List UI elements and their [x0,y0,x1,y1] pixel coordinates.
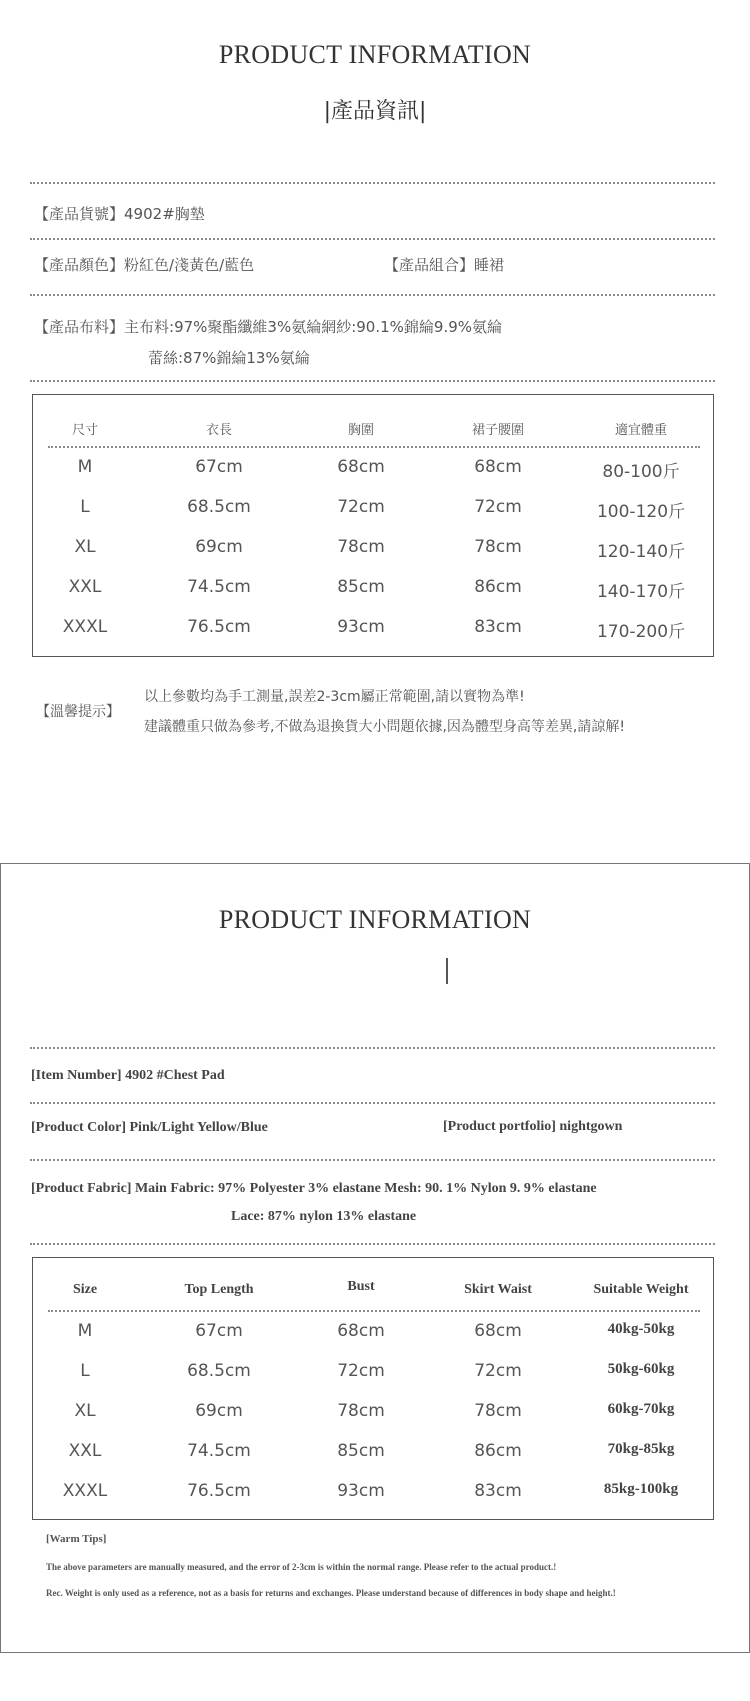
table-cell: 85cm [337,1441,385,1461]
table-header-cell: Bust [347,1279,375,1294]
table-header-cell: Size [72,1282,98,1297]
divider [30,182,715,184]
cn-item-label: 【產品貨號】 [34,205,125,223]
en-tips-label: [Warm Tips] [46,1533,107,1545]
cn-color-label: 【產品顏色】 [34,256,125,274]
table-cell: 80-100斤 [602,462,680,482]
table-cell: 83cm [474,1481,522,1501]
divider [30,238,715,240]
table-header-cell: 衣長 [205,423,232,438]
table-cell: M [77,1321,93,1341]
cn-combo-row [384,254,504,275]
table-cell: 68cm [474,457,522,477]
table-cell: 93cm [337,617,385,637]
table-cell: 78cm [337,1401,385,1421]
table-cell: 85cm [337,577,385,597]
table-cell: 69cm [195,1401,243,1421]
title-separator [446,958,448,984]
table-header-cell: Skirt Waist [464,1282,532,1297]
table-cell: 170-200斤 [596,622,686,642]
en-title: PRODUCT INFORMATION [218,905,532,934]
table-cell: 67cm [195,457,243,477]
table-cell: 76.5cm [187,1481,251,1501]
table-header-cell: 胸圍 [347,423,374,438]
table-cell: 68cm [337,457,385,477]
table-cell: 69cm [195,537,243,557]
table-cell: 74.5cm [187,577,251,597]
table-cell: 60kg-70kg [607,1401,675,1417]
table-cell: 83cm [474,617,522,637]
en-product-portfolio: [Product portfolio] nightgown [443,1119,623,1134]
table-cell: 93cm [337,1481,385,1501]
en-tips-line1: The above parameters are manually measured, and the error of 2-3cm is within the normal range. Please refer to the actual product.! [46,1562,557,1572]
table-cell: 40kg-50kg [607,1321,675,1337]
en-item-number: [Item Number] 4902 #Chest Pad [31,1068,225,1083]
cn-tips-label: 【溫馨提示】 [36,704,120,720]
cn-title: PRODUCT INFORMATION [218,40,532,69]
table-cell: 67cm [195,1321,243,1341]
table-divider [48,446,700,448]
divider [30,1047,715,1049]
cn-fabric-row [34,316,502,337]
cn-color-value: 粉紅色/淺黃色/藍色 [124,256,255,274]
divider [30,1159,715,1161]
table-cell: 76.5cm [187,617,251,637]
table-cell: 72cm [474,1361,522,1381]
table-header-cell: 適宜體重 [614,423,667,438]
cn-fabric-line1: 主布料:97%聚酯纖維3%氨綸網紗:90.1%錦綸9.9%氨綸 [124,318,503,336]
table-cell: 85kg-100kg [603,1481,679,1497]
table-cell: M [77,457,93,477]
cn-item-value: 4902#胸墊 [124,205,205,223]
table-cell: 72cm [337,497,385,517]
table-cell: 68cm [337,1321,385,1341]
table-cell: 120-140斤 [596,542,686,562]
table-cell: 86cm [474,1441,522,1461]
cn-combo-label: 【產品組合】 [384,256,475,274]
table-cell: 74.5cm [187,1441,251,1461]
table-cell: 72cm [337,1361,385,1381]
cn-fabric-label: 【產品布料】 [34,318,125,336]
table-header-cell: Top Length [184,1282,254,1297]
table-cell: 68.5cm [187,1361,251,1381]
en-tips-line2: Rec. Weight is only used as a reference, not as a basis for returns and exchanges. Please understand because of differences in body shape and height.! [46,1588,616,1598]
divider [30,1243,715,1245]
table-header-cell: 裙子腰圍 [471,423,524,438]
en-fabric-line1: [Product Fabric] Main Fabric: 97% Polyester 3% elastane Mesh: 90. 1% Nylon 9. 9% elastane [31,1181,597,1196]
table-cell: 68.5cm [187,497,251,517]
cn-fabric-line2: 蕾絲:87%錦綸13%氨綸 [148,349,310,367]
cn-subtitle: |產品資訊| [323,99,427,124]
table-cell: XXXL [62,617,108,637]
en-product-color: [Product Color] Pink/Light Yellow/Blue [31,1120,268,1135]
table-cell: XXL [68,577,102,597]
table-cell: 78cm [474,537,522,557]
table-cell: XL [74,1401,96,1421]
table-cell: 140-170斤 [596,582,686,602]
table-cell: 100-120斤 [596,502,686,522]
table-cell: 86cm [474,577,522,597]
en-fabric-line2: Lace: 87% nylon 13% elastane [231,1209,417,1224]
divider [30,1102,715,1104]
table-divider [48,1310,700,1312]
table-cell: XL [74,537,96,557]
cn-tips-line1: 以上參數均為手工測量,誤差2-3cm屬正常範圍,請以實物為準! [144,689,525,705]
table-cell: 78cm [474,1401,522,1421]
table-cell: 68cm [474,1321,522,1341]
table-cell: XXL [68,1441,102,1461]
cn-tips-line2: 建議體重只做為參考,不做為退換貨大小問題依據,因為體型身高等差異,請諒解! [144,719,625,735]
table-cell: 72cm [474,497,522,517]
table-header-cell: 尺寸 [71,423,98,438]
table-cell: 78cm [337,537,385,557]
table-cell: 50kg-60kg [607,1361,675,1377]
table-cell: L [80,1361,90,1381]
table-cell: XXXL [62,1481,108,1501]
table-cell: L [80,497,90,517]
table-header-cell: Suitable Weight [593,1282,689,1297]
cn-item-row [34,203,205,224]
divider [30,380,715,382]
divider [30,294,715,296]
cn-color-row [34,254,254,275]
cn-combo-value: 睡裙 [474,256,505,274]
table-cell: 70kg-85kg [607,1441,675,1457]
